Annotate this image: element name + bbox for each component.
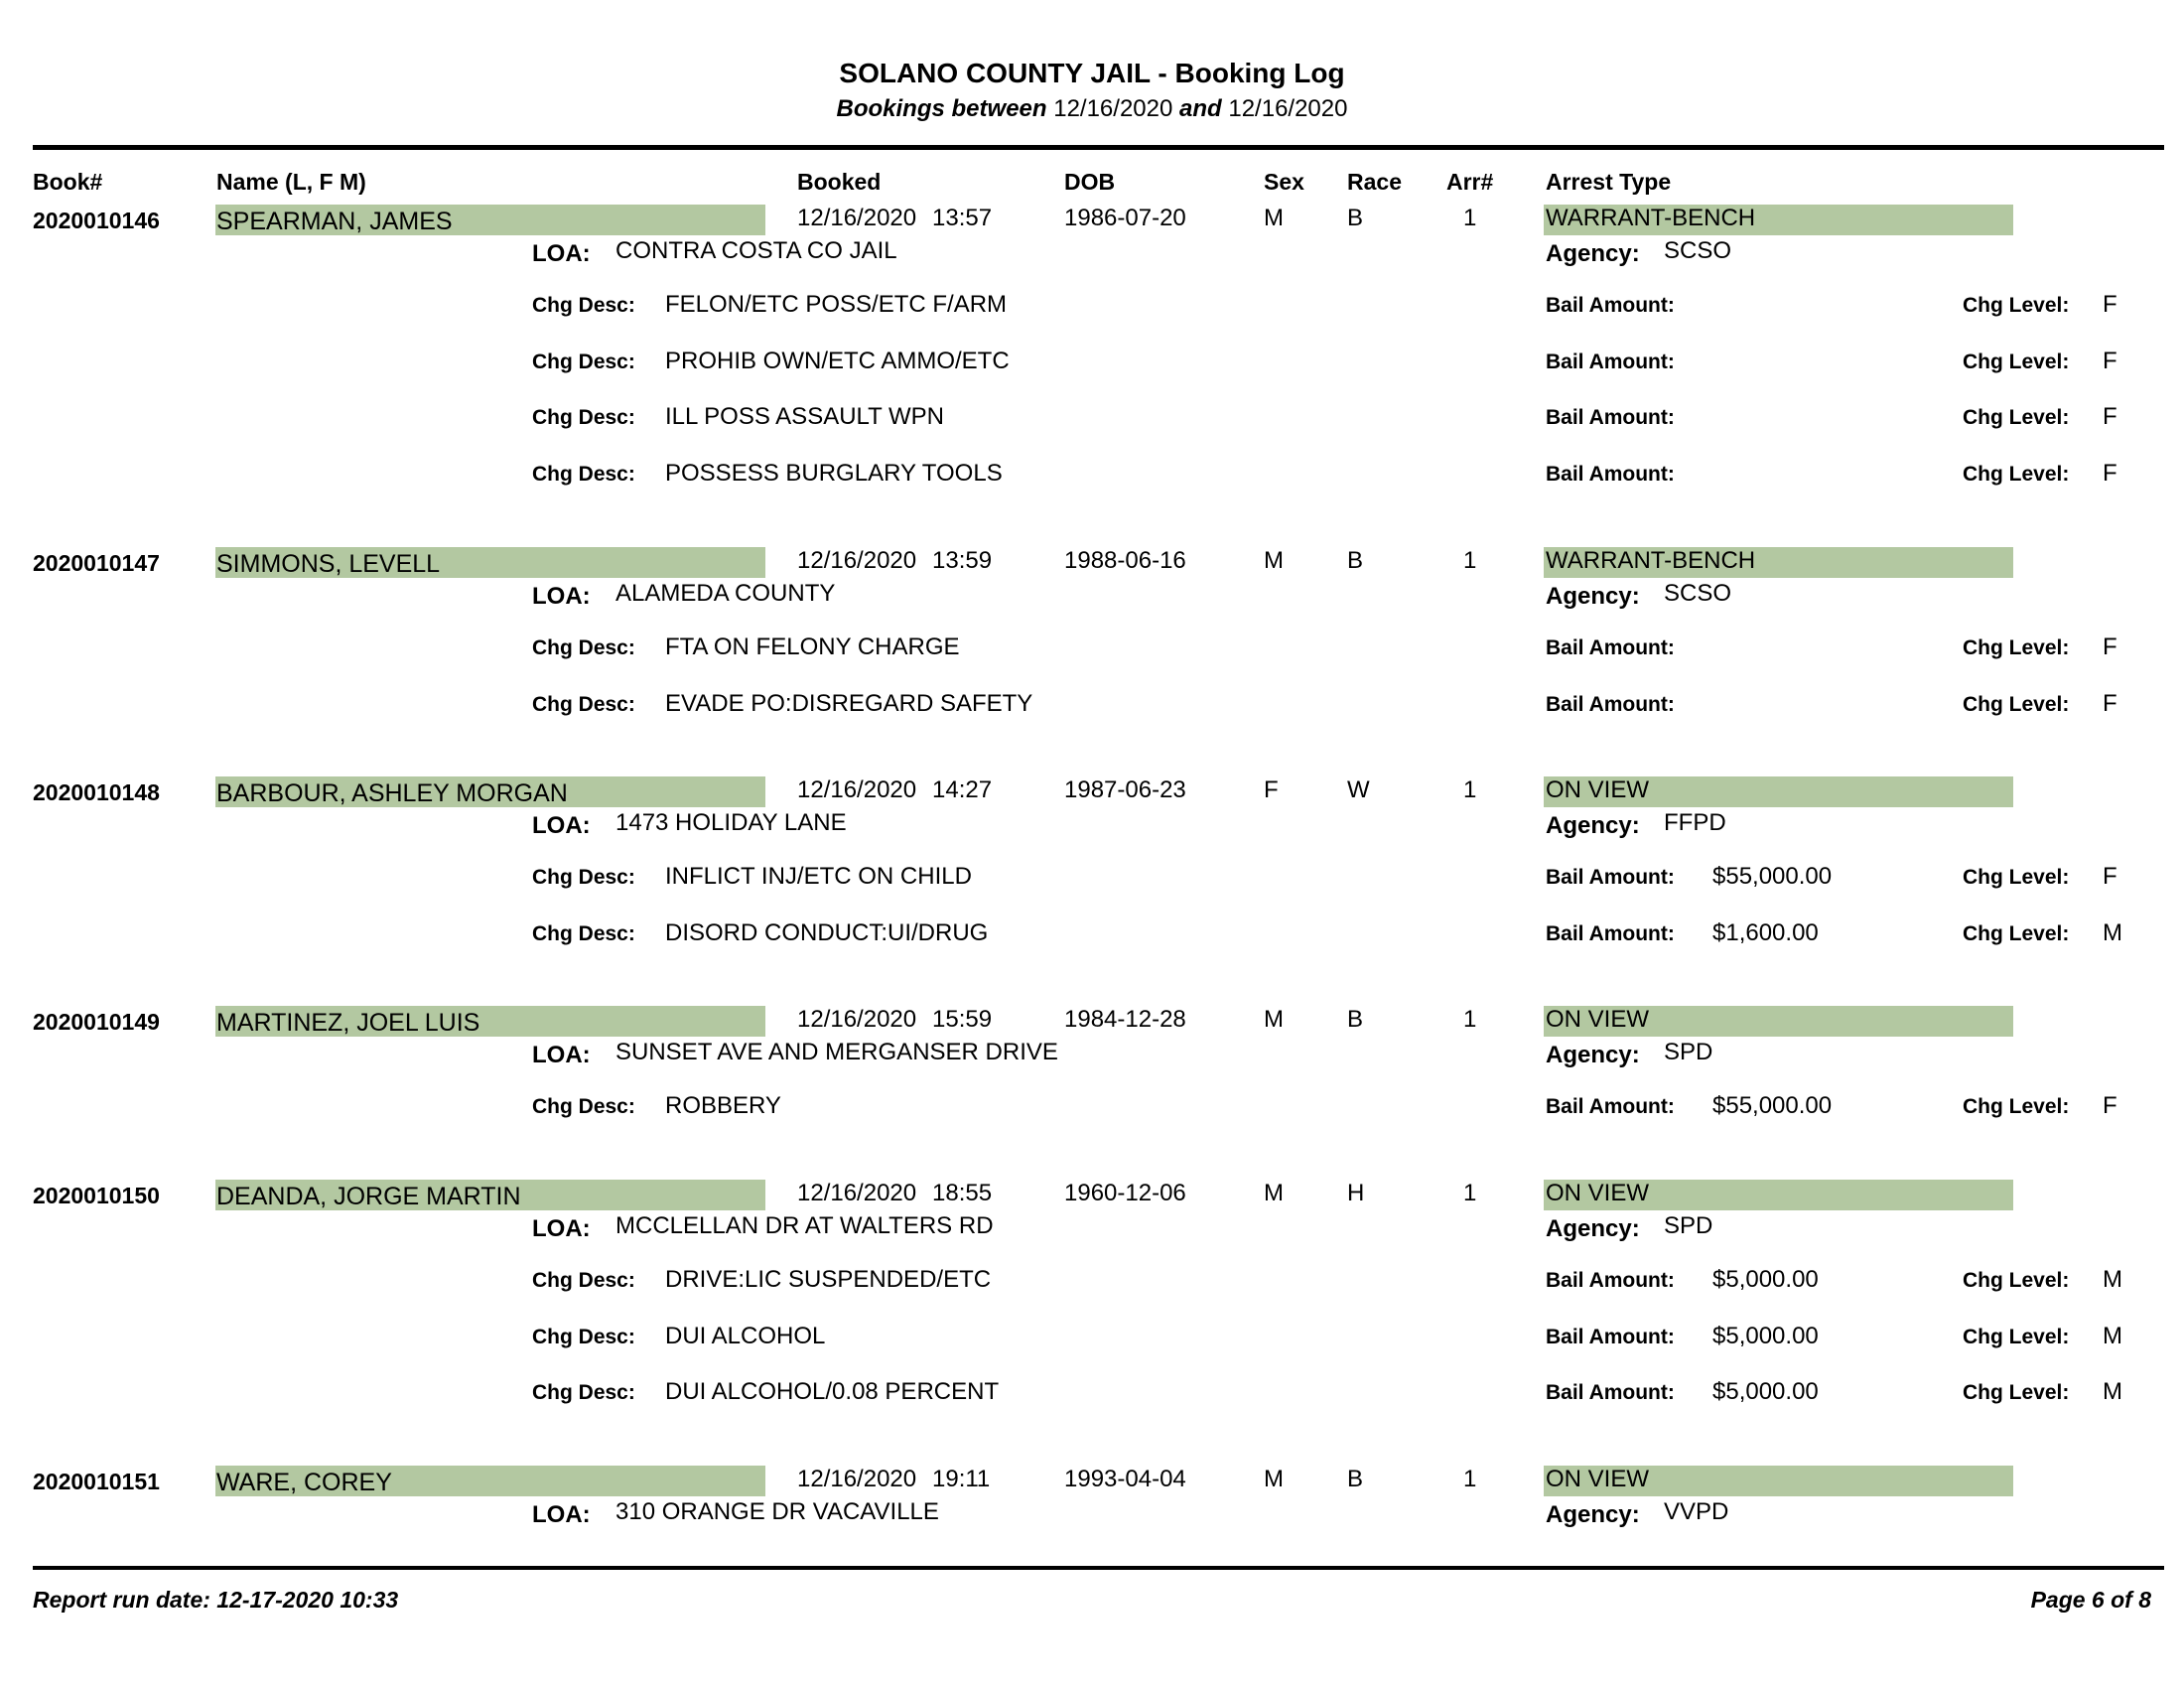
arr-number: 1 bbox=[1463, 776, 1477, 803]
inmate-name: SIMMONS, LEVELL bbox=[216, 550, 441, 578]
charge-level: F bbox=[2103, 347, 2117, 374]
arr-number: 1 bbox=[1463, 205, 1477, 231]
chg-level-label: Chg Level: bbox=[1963, 294, 2070, 317]
agency-value: SPD bbox=[1664, 1212, 1713, 1239]
bail-amount-label: Bail Amount: bbox=[1546, 636, 1675, 659]
chg-level-label: Chg Level: bbox=[1963, 1269, 2070, 1292]
agency-value: SCSO bbox=[1664, 580, 1732, 607]
dob: 1993-04-04 bbox=[1064, 1466, 1186, 1492]
charge-level: F bbox=[2103, 459, 2117, 487]
charge-description: FELON/ETC POSS/ETC F/ARM bbox=[665, 291, 1008, 318]
chg-desc-label: Chg Desc: bbox=[532, 692, 635, 716]
chg-level-label: Chg Level: bbox=[1963, 462, 2070, 486]
charge-description: DISORD CONDUCT:UI/DRUG bbox=[665, 918, 989, 946]
loa-label: LOA: bbox=[532, 1215, 591, 1242]
chg-level-label: Chg Level: bbox=[1963, 866, 2070, 889]
agency-value: SPD bbox=[1664, 1039, 1713, 1065]
sex: M bbox=[1264, 1180, 1284, 1206]
subtitle-prefix: Bookings between bbox=[836, 95, 1047, 122]
inmate-name: WARE, COREY bbox=[216, 1469, 392, 1496]
arrest-type: ON VIEW bbox=[1546, 1006, 1650, 1033]
dob: 1988-06-16 bbox=[1064, 547, 1186, 574]
arrest-type: ON VIEW bbox=[1546, 776, 1650, 803]
column-header-race: Race bbox=[1347, 169, 1402, 195]
chg-level-label: Chg Level: bbox=[1963, 921, 2070, 945]
agency-value: VVPD bbox=[1664, 1498, 1729, 1525]
booked-time: 18:55 bbox=[932, 1180, 993, 1206]
booked-date: 12/16/2020 bbox=[797, 1006, 917, 1033]
charge-level: F bbox=[2103, 291, 2117, 318]
book-number: 2020010150 bbox=[33, 1183, 160, 1208]
booked-date: 12/16/2020 bbox=[797, 205, 917, 231]
sex: M bbox=[1264, 1006, 1284, 1033]
bail-amount-label: Bail Amount: bbox=[1546, 406, 1675, 429]
charge-level: F bbox=[2103, 403, 2117, 430]
sex: M bbox=[1264, 205, 1284, 231]
column-header-name: Name (L, F M) bbox=[216, 169, 366, 195]
subtitle-and: and bbox=[1179, 95, 1222, 122]
loa-label: LOA: bbox=[532, 812, 591, 839]
charge-description: ILL POSS ASSAULT WPN bbox=[665, 403, 944, 430]
charge-description: ROBBERY bbox=[665, 1092, 781, 1119]
column-header-booked: Booked bbox=[797, 169, 882, 195]
loa-value: SUNSET AVE AND MERGANSER DRIVE bbox=[615, 1039, 1058, 1065]
loa-label: LOA: bbox=[532, 240, 591, 267]
report-title: SOLANO COUNTY JAIL - Booking Log bbox=[839, 58, 1345, 88]
inmate-name: MARTINEZ, JOEL LUIS bbox=[216, 1009, 480, 1037]
loa-value: MCCLELLAN DR AT WALTERS RD bbox=[615, 1212, 994, 1239]
charge-level: M bbox=[2103, 1322, 2122, 1349]
agency-label: Agency: bbox=[1546, 583, 1640, 610]
bail-amount-label: Bail Amount: bbox=[1546, 462, 1675, 486]
subtitle-start-date: 12/16/2020 bbox=[1053, 95, 1173, 122]
booked-date: 12/16/2020 bbox=[797, 547, 917, 574]
booked-date: 12/16/2020 bbox=[797, 776, 917, 803]
chg-level-label: Chg Level: bbox=[1963, 1095, 2070, 1118]
chg-desc-label: Chg Desc: bbox=[532, 1269, 635, 1292]
charge-level: M bbox=[2103, 1266, 2122, 1293]
booked-time: 13:59 bbox=[932, 547, 993, 574]
chg-desc-label: Chg Desc: bbox=[532, 294, 635, 317]
chg-desc-label: Chg Desc: bbox=[532, 1095, 635, 1118]
booked-time: 15:59 bbox=[932, 1006, 993, 1033]
charge-description: DUI ALCOHOL/0.08 PERCENT bbox=[665, 1378, 1000, 1405]
loa-value: CONTRA COSTA CO JAIL bbox=[615, 237, 897, 264]
chg-level-label: Chg Level: bbox=[1963, 636, 2070, 659]
chg-desc-label: Chg Desc: bbox=[532, 1325, 635, 1348]
bail-amount-label: Bail Amount: bbox=[1546, 350, 1675, 373]
column-header-dob: DOB bbox=[1064, 169, 1116, 195]
chg-desc-label: Chg Desc: bbox=[532, 866, 635, 889]
bail-amount: $5,000.00 bbox=[1712, 1322, 1819, 1349]
column-header-arr: Arr# bbox=[1446, 169, 1494, 195]
dob: 1987-06-23 bbox=[1064, 776, 1186, 803]
chg-desc-label: Chg Desc: bbox=[532, 462, 635, 486]
chg-desc-label: Chg Desc: bbox=[532, 350, 635, 373]
chg-level-label: Chg Level: bbox=[1963, 350, 2070, 373]
column-header-book: Book# bbox=[33, 169, 103, 195]
arrest-type: WARRANT-BENCH bbox=[1546, 547, 1756, 574]
chg-desc-label: Chg Desc: bbox=[532, 921, 635, 945]
book-number: 2020010147 bbox=[33, 550, 160, 576]
agency-label: Agency: bbox=[1546, 1501, 1640, 1528]
bail-amount-label: Bail Amount: bbox=[1546, 1095, 1675, 1118]
race: W bbox=[1347, 776, 1370, 803]
report-subtitle bbox=[0, 95, 2184, 123]
bail-amount-label: Bail Amount: bbox=[1546, 692, 1675, 716]
charge-level: M bbox=[2103, 1378, 2122, 1405]
charge-description: EVADE PO:DISREGARD SAFETY bbox=[665, 689, 1033, 717]
inmate-name: SPEARMAN, JAMES bbox=[216, 208, 453, 235]
sex: M bbox=[1264, 1466, 1284, 1492]
chg-desc-label: Chg Desc: bbox=[532, 1381, 635, 1404]
race: B bbox=[1347, 205, 1364, 231]
book-number: 2020010149 bbox=[33, 1009, 160, 1035]
charge-description: POSSESS BURGLARY TOOLS bbox=[665, 459, 1003, 487]
race: B bbox=[1347, 547, 1364, 574]
book-number: 2020010148 bbox=[33, 779, 160, 805]
race: H bbox=[1347, 1180, 1365, 1206]
race: B bbox=[1347, 1006, 1364, 1033]
bail-amount-label: Bail Amount: bbox=[1546, 1269, 1675, 1292]
arrest-type: ON VIEW bbox=[1546, 1180, 1650, 1206]
loa-value: 310 ORANGE DR VACAVILLE bbox=[615, 1498, 939, 1525]
bail-amount: $55,000.00 bbox=[1712, 1092, 1833, 1119]
charge-description: INFLICT INJ/ETC ON CHILD bbox=[665, 863, 972, 890]
loa-value: 1473 HOLIDAY LANE bbox=[615, 809, 847, 836]
sex: F bbox=[1264, 776, 1279, 803]
charge-description: PROHIB OWN/ETC AMMO/ETC bbox=[665, 347, 1010, 374]
inmate-name: BARBOUR, ASHLEY MORGAN bbox=[216, 779, 568, 807]
agency-value: SCSO bbox=[1664, 237, 1732, 264]
header-rule bbox=[33, 145, 2164, 150]
charge-description: DUI ALCOHOL bbox=[665, 1322, 826, 1349]
bail-amount: $1,600.00 bbox=[1712, 918, 1819, 946]
bail-amount-label: Bail Amount: bbox=[1546, 1325, 1675, 1348]
chg-level-label: Chg Level: bbox=[1963, 406, 2070, 429]
chg-level-label: Chg Level: bbox=[1963, 1325, 2070, 1348]
charge-level: F bbox=[2103, 863, 2117, 890]
bail-amount-label: Bail Amount: bbox=[1546, 866, 1675, 889]
footer-rule bbox=[33, 1566, 2164, 1570]
race: B bbox=[1347, 1466, 1364, 1492]
agency-label: Agency: bbox=[1546, 240, 1640, 267]
arr-number: 1 bbox=[1463, 1180, 1477, 1206]
loa-value: ALAMEDA COUNTY bbox=[615, 580, 836, 607]
column-header-sex: Sex bbox=[1264, 169, 1304, 195]
charge-level: F bbox=[2103, 1092, 2117, 1119]
booked-time: 19:11 bbox=[932, 1466, 991, 1492]
page-number: Page 6 of 8 bbox=[2030, 1587, 2151, 1613]
booked-time: 14:27 bbox=[932, 776, 993, 803]
column-header-arrest-type: Arrest Type bbox=[1546, 169, 1672, 195]
booked-time: 13:57 bbox=[932, 205, 993, 231]
book-number: 2020010151 bbox=[33, 1469, 160, 1494]
arr-number: 1 bbox=[1463, 547, 1477, 574]
agency-label: Agency: bbox=[1546, 1215, 1640, 1242]
dob: 1960-12-06 bbox=[1064, 1180, 1186, 1206]
bail-amount-label: Bail Amount: bbox=[1546, 1381, 1675, 1404]
inmate-name: DEANDA, JORGE MARTIN bbox=[216, 1183, 521, 1210]
charge-description: DRIVE:LIC SUSPENDED/ETC bbox=[665, 1266, 992, 1293]
charge-level: F bbox=[2103, 689, 2117, 717]
bail-amount: $5,000.00 bbox=[1712, 1266, 1819, 1293]
booked-date: 12/16/2020 bbox=[797, 1466, 917, 1492]
subtitle-end-date: 12/16/2020 bbox=[1228, 95, 1348, 122]
arrest-type: ON VIEW bbox=[1546, 1466, 1650, 1492]
arrest-type: WARRANT-BENCH bbox=[1546, 205, 1756, 231]
bail-amount-label: Bail Amount: bbox=[1546, 921, 1675, 945]
bail-amount: $5,000.00 bbox=[1712, 1378, 1819, 1405]
report-run-date: Report run date: 12-17-2020 10:33 bbox=[33, 1587, 399, 1613]
agency-label: Agency: bbox=[1546, 812, 1640, 839]
charge-description: FTA ON FELONY CHARGE bbox=[665, 633, 960, 660]
chg-level-label: Chg Level: bbox=[1963, 692, 2070, 716]
agency-label: Agency: bbox=[1546, 1042, 1640, 1068]
chg-level-label: Chg Level: bbox=[1963, 1381, 2070, 1404]
bail-amount: $55,000.00 bbox=[1712, 863, 1833, 890]
loa-label: LOA: bbox=[532, 583, 591, 610]
loa-label: LOA: bbox=[532, 1042, 591, 1068]
sex: M bbox=[1264, 547, 1284, 574]
booked-date: 12/16/2020 bbox=[797, 1180, 917, 1206]
agency-value: FFPD bbox=[1664, 809, 1726, 836]
arr-number: 1 bbox=[1463, 1466, 1477, 1492]
charge-level: M bbox=[2103, 918, 2122, 946]
chg-desc-label: Chg Desc: bbox=[532, 636, 635, 659]
charge-level: F bbox=[2103, 633, 2117, 660]
bail-amount-label: Bail Amount: bbox=[1546, 294, 1675, 317]
dob: 1984-12-28 bbox=[1064, 1006, 1186, 1033]
loa-label: LOA: bbox=[532, 1501, 591, 1528]
arr-number: 1 bbox=[1463, 1006, 1477, 1033]
book-number: 2020010146 bbox=[33, 208, 160, 233]
dob: 1986-07-20 bbox=[1064, 205, 1186, 231]
chg-desc-label: Chg Desc: bbox=[532, 406, 635, 429]
